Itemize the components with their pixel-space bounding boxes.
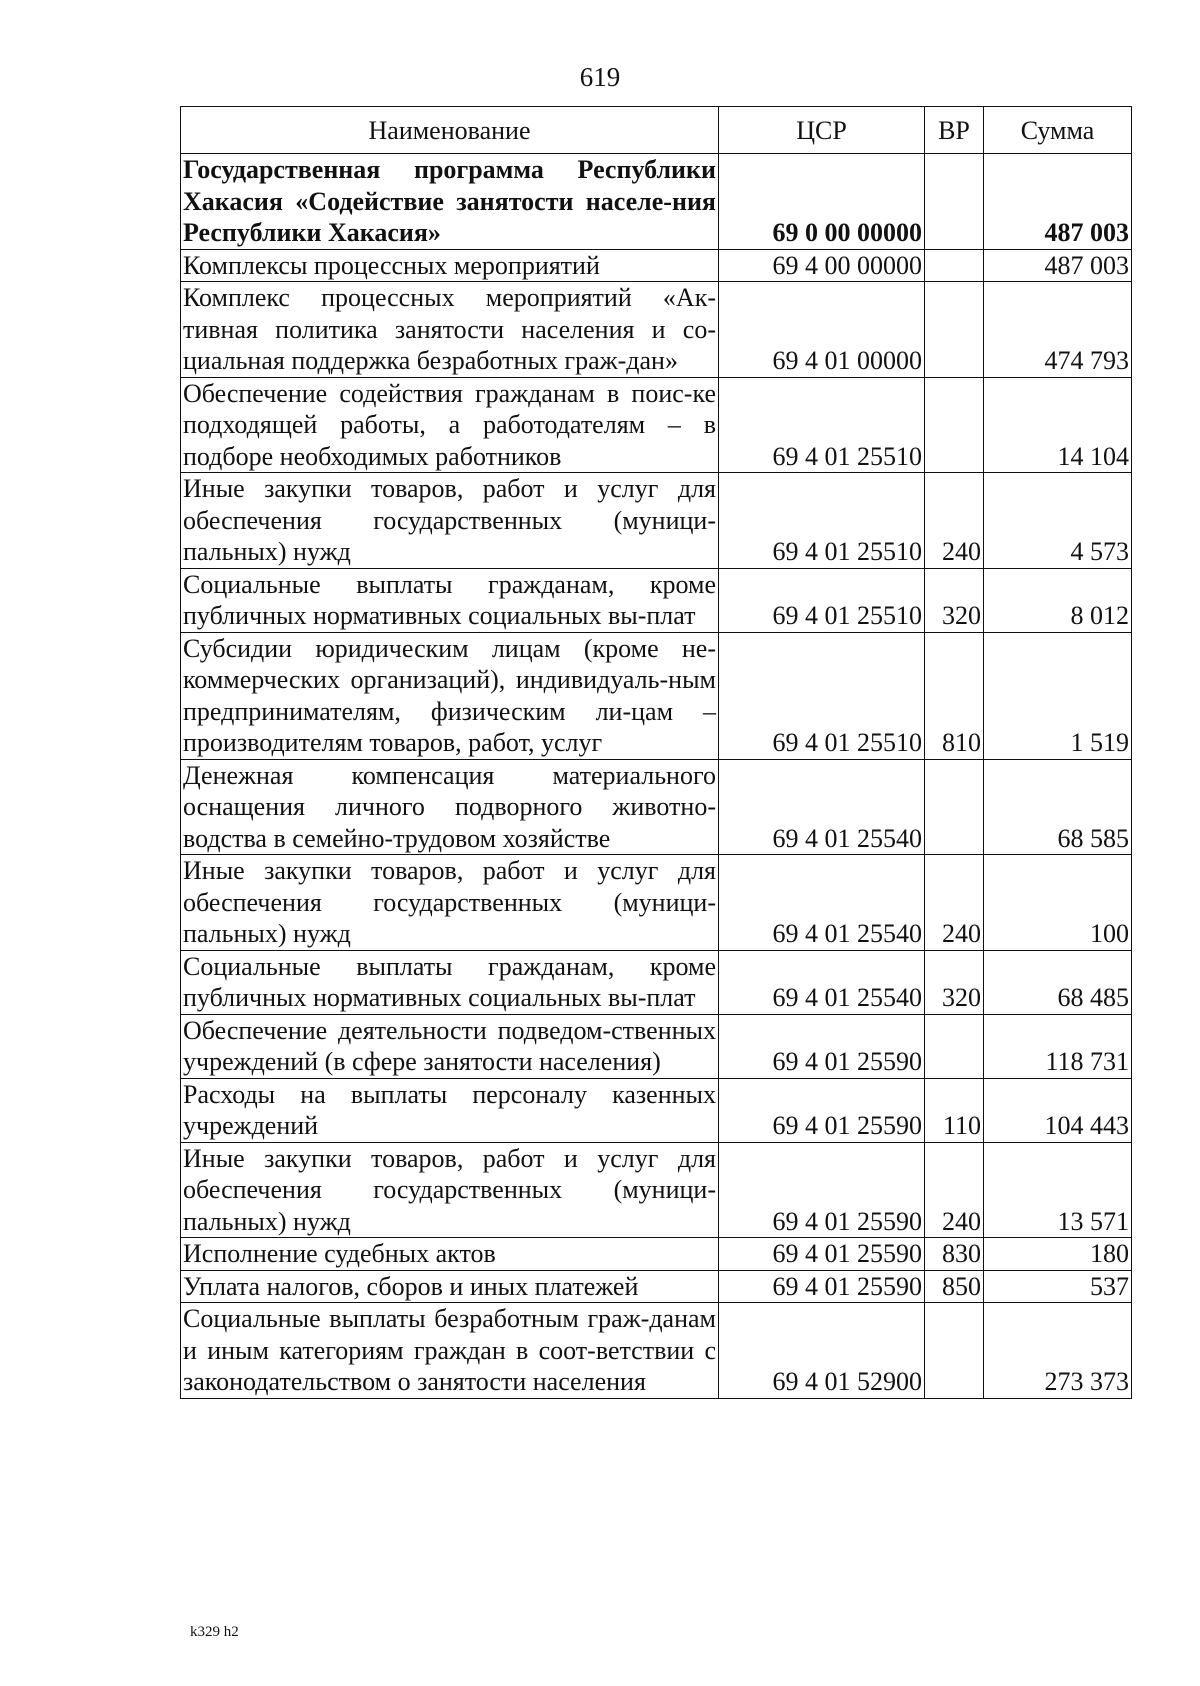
vr-cell [925,282,984,378]
csr-cell: 69 4 01 25510 [719,377,925,473]
header-csr: ЦСР [719,107,925,154]
sum-cell: 1 519 [984,632,1132,759]
name-cell: Денежная компенсация материального оснащения личного подворного животно-водства в семейно-трудовом хозяйстве [181,759,719,855]
vr-cell: 240 [925,855,984,951]
vr-cell: 850 [925,1270,984,1303]
name-cell: Обеспечение деятельности подведом-ственных учреждений (в сфере занятости населения) [181,1014,719,1078]
vr-cell [925,377,984,473]
csr-cell: 69 4 01 25590 [719,1142,925,1238]
csr-cell: 69 4 01 25590 [719,1238,925,1271]
csr-cell: 69 4 01 25590 [719,1270,925,1303]
vr-cell: 810 [925,632,984,759]
header-name: Наименование [181,107,719,154]
table-row [181,1142,1132,1238]
vr-cell: 240 [925,473,984,569]
vr-cell: 110 [925,1078,984,1142]
vr-cell: 830 [925,1238,984,1271]
csr-cell: 69 4 00 00000 [719,249,925,282]
sum-cell: 100 [984,855,1132,951]
csr-cell: 69 4 01 25510 [719,473,925,569]
csr-cell: 69 4 01 25540 [719,950,925,1014]
name-cell: Государственная программа Республики Хакасия «Содействие занятости населе-ния Республики Хакасия» [181,154,719,250]
name-cell: Социальные выплаты гражданам, кроме публичных нормативных социальных вы-плат [181,568,719,632]
vr-cell [925,249,984,282]
sum-cell: 13 571 [984,1142,1132,1238]
sum-cell: 487 003 [984,154,1132,250]
sum-cell: 104 443 [984,1078,1132,1142]
sum-cell: 14 104 [984,377,1132,473]
table-row [181,473,1132,569]
name-cell: Субсидии юридическим лицам (кроме не-коммерческих организаций), индивидуаль-ным предпринимателям, физическим ли-цам – производителям товаров, работ, услуг [181,632,719,759]
vr-cell [925,1303,984,1399]
name-cell: Иные закупки товаров, работ и услуг для обеспечения государственных (муници-пальных) нужд [181,855,719,951]
table-row [181,1078,1132,1142]
table-row [181,950,1132,1014]
table-header-row [181,107,1132,154]
table-row [181,1303,1132,1399]
table-row [181,282,1132,378]
csr-cell: 69 4 01 25540 [719,855,925,951]
name-cell: Уплата налогов, сборов и иных платежей [181,1270,719,1303]
table-row [181,154,1132,250]
name-cell: Иные закупки товаров, работ и услуг для обеспечения государственных (муници-пальных) нужд [181,473,719,569]
name-cell: Комплекс процессных мероприятий «Ак-тивная политика занятости населения и со-циальная поддержка безработных граж-дан» [181,282,719,378]
sum-cell: 487 003 [984,249,1132,282]
csr-cell: 69 4 01 00000 [719,282,925,378]
table-row [181,1270,1132,1303]
name-cell: Социальные выплаты безработным граж-данам и иным категориям граждан в соот-ветствии с законодательством о занятости населения [181,1303,719,1399]
sum-cell: 68 485 [984,950,1132,1014]
csr-cell: 69 4 01 25590 [719,1014,925,1078]
table-row [181,377,1132,473]
sum-cell: 4 573 [984,473,1132,569]
sum-cell: 273 373 [984,1303,1132,1399]
name-cell: Иные закупки товаров, работ и услуг для обеспечения государственных (муници-пальных) нужд [181,1142,719,1238]
table-row [181,568,1132,632]
name-cell: Расходы на выплаты персоналу казенных учреждений [181,1078,719,1142]
name-cell: Социальные выплаты гражданам, кроме публичных нормативных социальных вы-плат [181,950,719,1014]
vr-cell: 240 [925,1142,984,1238]
table-row [181,855,1132,951]
csr-cell: 69 4 01 52900 [719,1303,925,1399]
sum-cell: 180 [984,1238,1132,1271]
table-body [181,154,1132,1399]
table-row [181,1238,1132,1271]
vr-cell [925,154,984,250]
csr-cell: 69 4 01 25510 [719,568,925,632]
csr-cell: 69 4 01 25540 [719,759,925,855]
vr-cell [925,1014,984,1078]
name-cell: Комплексы процессных мероприятий [181,249,719,282]
sum-cell: 537 [984,1270,1132,1303]
vr-cell: 320 [925,568,984,632]
header-vr: ВР [925,107,984,154]
footer-code: k329 h2 [190,1624,239,1640]
vr-cell [925,759,984,855]
csr-cell: 69 4 01 25510 [719,632,925,759]
table-row [181,632,1132,759]
table-row [181,249,1132,282]
header-sum: Сумма [984,107,1132,154]
name-cell: Обеспечение содействия гражданам в поис-ке подходящей работы, а работодателям – в подборе необходимых работников [181,377,719,473]
sum-cell: 118 731 [984,1014,1132,1078]
sum-cell: 68 585 [984,759,1132,855]
vr-cell: 320 [925,950,984,1014]
csr-cell: 69 0 00 00000 [719,154,925,250]
name-cell: Исполнение судебных актов [181,1238,719,1271]
budget-table [180,106,1132,1399]
table-row [181,759,1132,855]
sum-cell: 474 793 [984,282,1132,378]
page-number: 619 [579,62,621,92]
sum-cell: 8 012 [984,568,1132,632]
table-row [181,1014,1132,1078]
csr-cell: 69 4 01 25590 [719,1078,925,1142]
